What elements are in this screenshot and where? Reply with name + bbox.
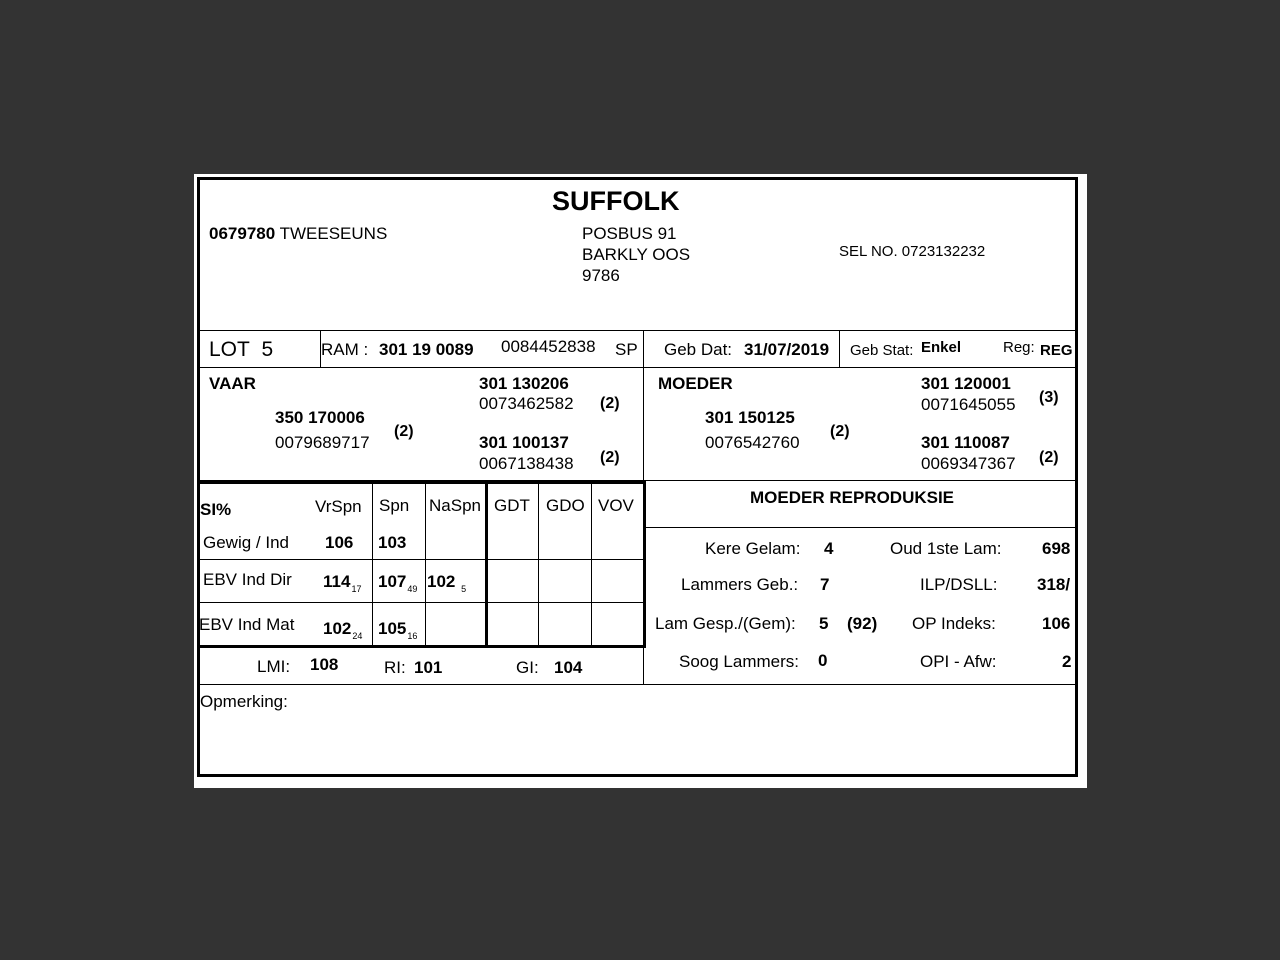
dam-dam-number: 0069347367	[921, 454, 1016, 473]
lot-number: 5	[261, 338, 274, 361]
gi-label: GI:	[516, 658, 539, 677]
dam-code: (2)	[830, 423, 850, 440]
owner-code: 0679780	[209, 224, 276, 243]
gesp-value: 5	[819, 614, 829, 633]
sire-code: (2)	[394, 423, 414, 440]
header-si: SI%	[200, 500, 232, 519]
reg-value: REG	[1040, 342, 1073, 359]
reg-label: Reg:	[1003, 339, 1035, 356]
ram-id: 301 19 0089	[379, 340, 474, 359]
row-label-ebv-mat: EBV Ind Mat	[199, 615, 295, 634]
opi-label: OPI - Afw:	[920, 652, 997, 671]
opi-value: 2	[1062, 652, 1072, 671]
oud-value: 698	[1042, 539, 1071, 558]
cell-dir-naspn: 102 $_5$	[427, 572, 467, 594]
gem-value: (92)	[847, 614, 878, 633]
sire-sire-number: 0073462582	[479, 394, 574, 413]
lmi-label: LMI:	[257, 657, 291, 676]
sire-dam-code: (2)	[600, 449, 620, 466]
cell-mat-vrspn: $102_{24}$	[323, 619, 363, 641]
repro-title: MOEDER REPRODUKSIE	[750, 488, 955, 507]
lammers-label: Lammers Geb.:	[681, 575, 799, 594]
header-vov: VOV	[598, 496, 634, 515]
lot-card	[194, 174, 1087, 788]
header-vrspn: VrSpn	[315, 497, 362, 516]
sire-sire-code: (2)	[600, 395, 620, 412]
sire-dam-id: 301 100137	[479, 433, 569, 452]
address-line1: POSBUS 91	[582, 224, 677, 243]
gi-value: 104	[554, 658, 583, 677]
ri-value: 101	[414, 658, 443, 677]
dam-id: 301 150125	[705, 408, 795, 427]
birth-date-label: Geb Dat:	[664, 340, 733, 359]
ilp-value: 318/	[1037, 575, 1071, 594]
sire-number: 0079689717	[275, 433, 370, 452]
header-spn: Spn	[379, 496, 410, 515]
dam-sire-code: (3)	[1039, 389, 1059, 406]
ri-label: RI:	[384, 658, 406, 677]
sire-label: VAAR	[209, 374, 256, 393]
soog-label: Soog Lammers:	[679, 652, 799, 671]
sire-sire-id: 301 130206	[479, 374, 569, 393]
header-gdo: GDO	[546, 496, 585, 515]
dam-number: 0076542760	[705, 433, 800, 452]
breed-title: SUFFOLK	[552, 186, 680, 216]
ram-number: 0084452838	[501, 337, 596, 356]
owner-line	[209, 224, 387, 244]
cell-dir-vrspn: $114_{17}$	[323, 572, 362, 594]
row-label-ebv-dir: EBV Ind Dir	[203, 570, 292, 589]
soog-value: 0	[818, 651, 828, 670]
cell-dir-spn: $107_{49}$	[378, 572, 418, 594]
kere-value: 4	[824, 539, 834, 558]
cell-gewig-vrspn: 106	[325, 533, 354, 552]
remarks-label: Opmerking:	[200, 692, 288, 711]
op-value: 106	[1042, 614, 1071, 633]
kere-label: Kere Gelam:	[705, 539, 801, 558]
op-label: OP Indeks:	[912, 614, 996, 633]
birth-stat-label: Geb Stat:	[850, 342, 914, 359]
gesp-label: Lam Gesp./(Gem):	[655, 614, 796, 633]
address-line2: BARKLY OOS	[582, 245, 691, 264]
sire-dam-number: 0067138438	[479, 454, 574, 473]
dam-sire-number: 0071645055	[921, 395, 1016, 414]
sire-id: 350 170006	[275, 408, 365, 427]
lammers-value: 7	[820, 575, 830, 594]
header-naspn: NaSpn	[429, 496, 481, 515]
ram-suffix: SP	[615, 340, 638, 359]
ram-label: RAM :	[321, 340, 369, 359]
birth-date: 31/07/2019	[744, 340, 830, 359]
address-line3: 9786	[582, 266, 620, 285]
birth-stat: Enkel	[921, 339, 962, 356]
row-label-gewig: Gewig / Ind	[203, 533, 289, 552]
phone-number: SEL NO. 0723132232	[839, 243, 986, 260]
lmi-value: 108	[310, 655, 339, 674]
dam-dam-code: (2)	[1039, 449, 1059, 466]
ilp-label: ILP/DSLL:	[920, 575, 998, 594]
oud-label: Oud 1ste Lam:	[890, 539, 1002, 558]
owner-name: TWEESEUNS	[279, 224, 388, 243]
header-gdt: GDT	[494, 496, 530, 515]
card-border	[197, 177, 1078, 777]
cell-gewig-spn: 103	[378, 533, 407, 552]
cell-mat-spn: $105_{16}$	[378, 619, 418, 641]
lot-label: LOT 5	[209, 338, 274, 361]
dam-sire-id: 301 120001	[921, 374, 1011, 393]
dam-label: MOEDER	[658, 374, 733, 393]
dam-dam-id: 301 110087	[921, 433, 1010, 452]
